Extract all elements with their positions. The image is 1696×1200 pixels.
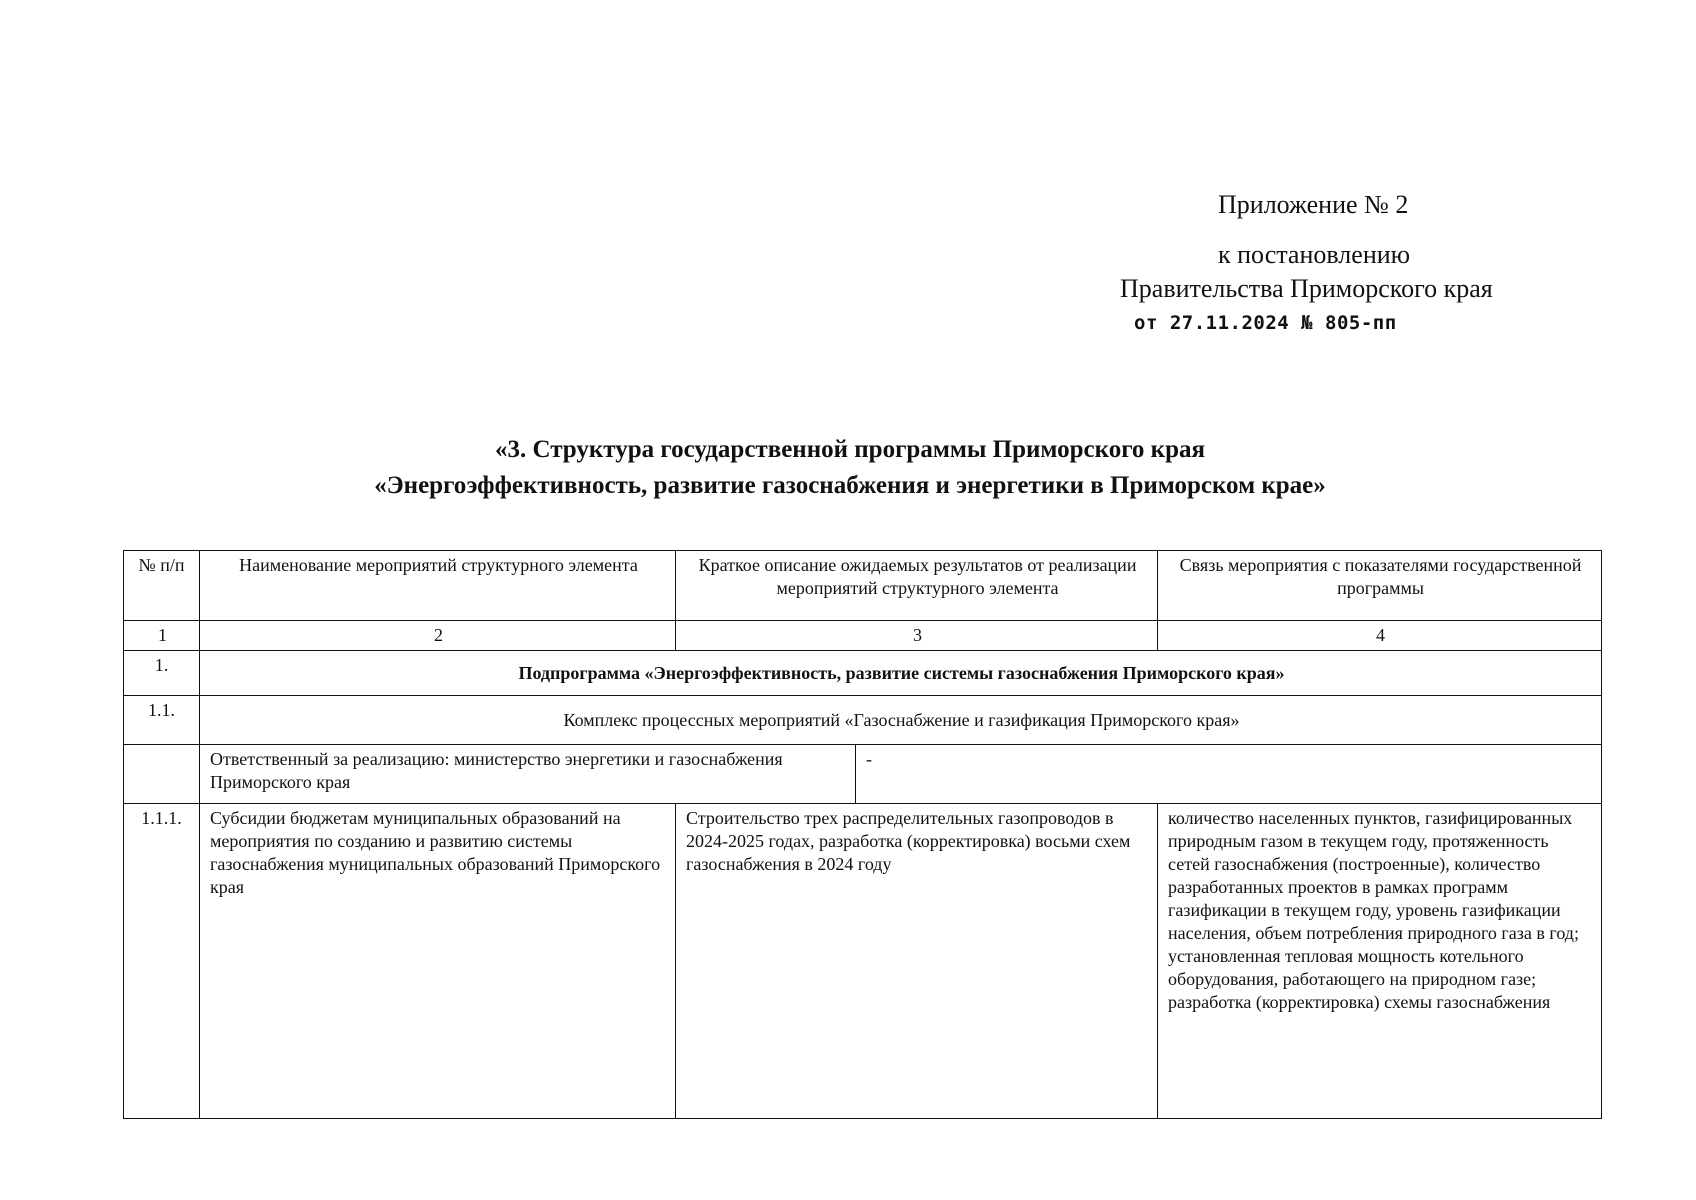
column-number-2: 2 <box>200 621 676 651</box>
table-row <box>124 804 1602 1119</box>
title-line-2: «Энергоэффективность, развитие газоснабжения и энергетики в Приморском крае» <box>374 472 1326 499</box>
complex-row <box>124 696 1602 745</box>
responsible-row <box>124 745 1602 804</box>
header-indicators: Связь мероприятия с показателями государственной программы <box>1158 551 1602 621</box>
complex-number: 1.1. <box>124 696 200 745</box>
subprogram-row <box>124 651 1602 696</box>
responsible-number-empty <box>124 745 200 804</box>
appendix-date-stamp: от 27.11.2024 № 805-пп <box>1134 312 1397 334</box>
header-name: Наименование мероприятий структурного элемента <box>200 551 676 621</box>
table-header-row <box>124 551 1602 621</box>
complex-title: Комплекс процессных мероприятий «Газоснабжение и газификация Приморского края» <box>200 696 1602 745</box>
row-indicators: количество населенных пунктов, газифицированных природным газом в текущем году, протяженность сетей газоснабжения (построенные), количество разработанных проектов в рамках программ газификации в текущем году, уровень газификации населения, объем потребления природного газа в год; установленная тепловая мощность котельного оборудования, работающего на природном газе; разработка (корректировка) схемы газоснабжения <box>1158 804 1602 1119</box>
subprogram-number: 1. <box>124 651 200 696</box>
responsible-value: - <box>856 745 1602 804</box>
row-description: Строительство трех распределительных газопроводов в 2024-2025 годах, разработка (корректировка) восьми схем газоснабжения в 2024 году <box>676 804 1158 1119</box>
row-name: Субсидии бюджетам муниципальных образований на мероприятия по созданию и развитию системы газоснабжения муниципальных образований Приморского края <box>200 804 676 1119</box>
column-number-1: 1 <box>124 621 200 651</box>
responsible-text: Ответственный за реализацию: министерство энергетики и газоснабжения Приморского края <box>200 745 856 804</box>
header-description: Краткое описание ожидаемых результатов от реализации мероприятий структурного элемента <box>676 551 1158 621</box>
column-number-row <box>124 621 1602 651</box>
row-number: 1.1.1. <box>124 804 200 1119</box>
title-line-1: «3. Структура государственной программы Приморского края <box>494 436 1206 463</box>
column-number-3: 3 <box>676 621 1158 651</box>
column-number-4: 4 <box>1158 621 1602 651</box>
document-title <box>120 432 1580 504</box>
subprogram-title: Подпрограмма «Энергоэффективность, развитие системы газоснабжения Приморского края» <box>200 651 1602 696</box>
appendix-number: Приложение № 2 <box>1218 190 1409 219</box>
appendix-authority: Правительства Приморского края <box>1120 274 1493 303</box>
appendix-reference: к постановлению <box>1218 240 1411 269</box>
header-number: № п/п <box>124 551 200 621</box>
structure-table <box>123 550 1602 1119</box>
